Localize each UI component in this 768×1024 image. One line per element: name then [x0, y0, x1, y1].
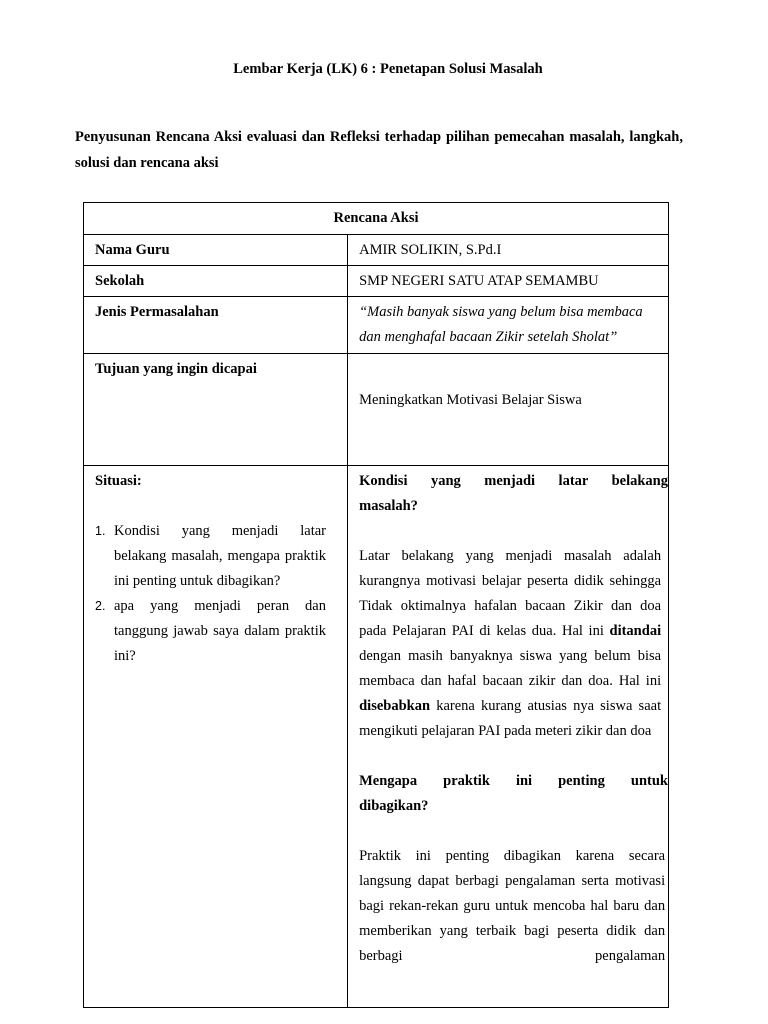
list-number: 2. [95, 599, 106, 613]
kondisi-text-disebabkan: disebabkan [359, 698, 431, 714]
table-row-jenis-permasalahan [84, 297, 669, 354]
kondisi-cell [348, 466, 668, 969]
list-item-text: Kondisi yang menjadi latar belakang masalah, mengapa praktik ini penting untuk dibagikan? [114, 523, 326, 589]
list-number: 1. [95, 524, 106, 538]
table-row-nama-guru [84, 235, 669, 266]
kondisi-text-c: dengan masih banyaknya siswa yang belum bisa membaca dan hafal bacaan zikir dan doa. Hal ini [359, 648, 662, 689]
situasi-label: Situasi: [95, 473, 142, 489]
table-row-sekolah [84, 266, 669, 297]
table-header-row [84, 203, 669, 235]
rencana-aksi-table [83, 202, 669, 1008]
jenis-value-line1: “Masih banyak siswa yang belum bisa membaca [359, 304, 643, 320]
list-item-text: apa yang menjadi peran dan tanggung jawab saya dalam praktik ini? [114, 598, 326, 664]
nama-guru-value: AMIR SOLIKIN, S.Pd.I [359, 242, 502, 258]
kondisi-text-d: karena kurang atusias nya siswa saat mengikuti pelajaran PAI pada meteri zikir dan doa [359, 698, 662, 739]
kondisi-text-a: Latar belakang yang menjadi masalah adalah kurangnya motivasi belajar peserta didik sehingga Tidak oktimalnya hafalan bacaan Zikir dan doa pada Pelajaran PAI di kelas dua. Hal ini [359, 548, 662, 639]
list-item [95, 594, 326, 669]
table-row-tujuan [84, 354, 669, 466]
sekolah-value: SMP NEGERI SATU ATAP SEMAMBU [359, 273, 599, 289]
list-item [95, 519, 326, 594]
kondisi-paragraph [359, 544, 661, 744]
jenis-permasalahan-value [348, 297, 668, 350]
situasi-cell [84, 466, 347, 669]
document-title: Lembar Kerja (LK) 6 : Penetapan Solusi Masalah [233, 61, 543, 77]
kondisi-question-line2: masalah? [359, 498, 418, 514]
situasi-list [95, 519, 347, 669]
mengapa-question-line1: Mengapa praktik ini penting untuk [359, 773, 668, 789]
table-header: Rencana Aksi [84, 203, 669, 235]
jenis-permasalahan-label: Jenis Permasalahan [95, 304, 219, 320]
table-row-situasi [84, 466, 669, 1008]
sekolah-label: Sekolah [95, 273, 145, 289]
tujuan-label: Tujuan yang ingin dicapai [95, 361, 257, 377]
kondisi-text-ditandai: ditandai [609, 623, 662, 639]
jenis-value-line2: dan menghafal bacaan Zikir setelah Sholat” [359, 329, 618, 345]
kondisi-question-line1: Kondisi yang menjadi latar belakang [359, 473, 668, 489]
tujuan-value: Meningkatkan Motivasi Belajar Siswa [359, 392, 582, 408]
nama-guru-label: Nama Guru [95, 242, 170, 258]
mengapa-question-line2: dibagikan? [359, 798, 429, 814]
mengapa-paragraph: Praktik ini penting dibagikan karena secara langsung dapat berbagi pengalaman serta motivasi bagi rekan-rekan guru untuk mencoba hal baru dan memberikan yang terbaik bagi peserta didik dan berbagi pengalaman [359, 848, 666, 964]
intro-paragraph: Penyusunan Rencana Aksi evaluasi dan Refleksi terhadap pilihan pemecahan masalah, langkah, solusi dan rencana aksi [75, 129, 683, 171]
